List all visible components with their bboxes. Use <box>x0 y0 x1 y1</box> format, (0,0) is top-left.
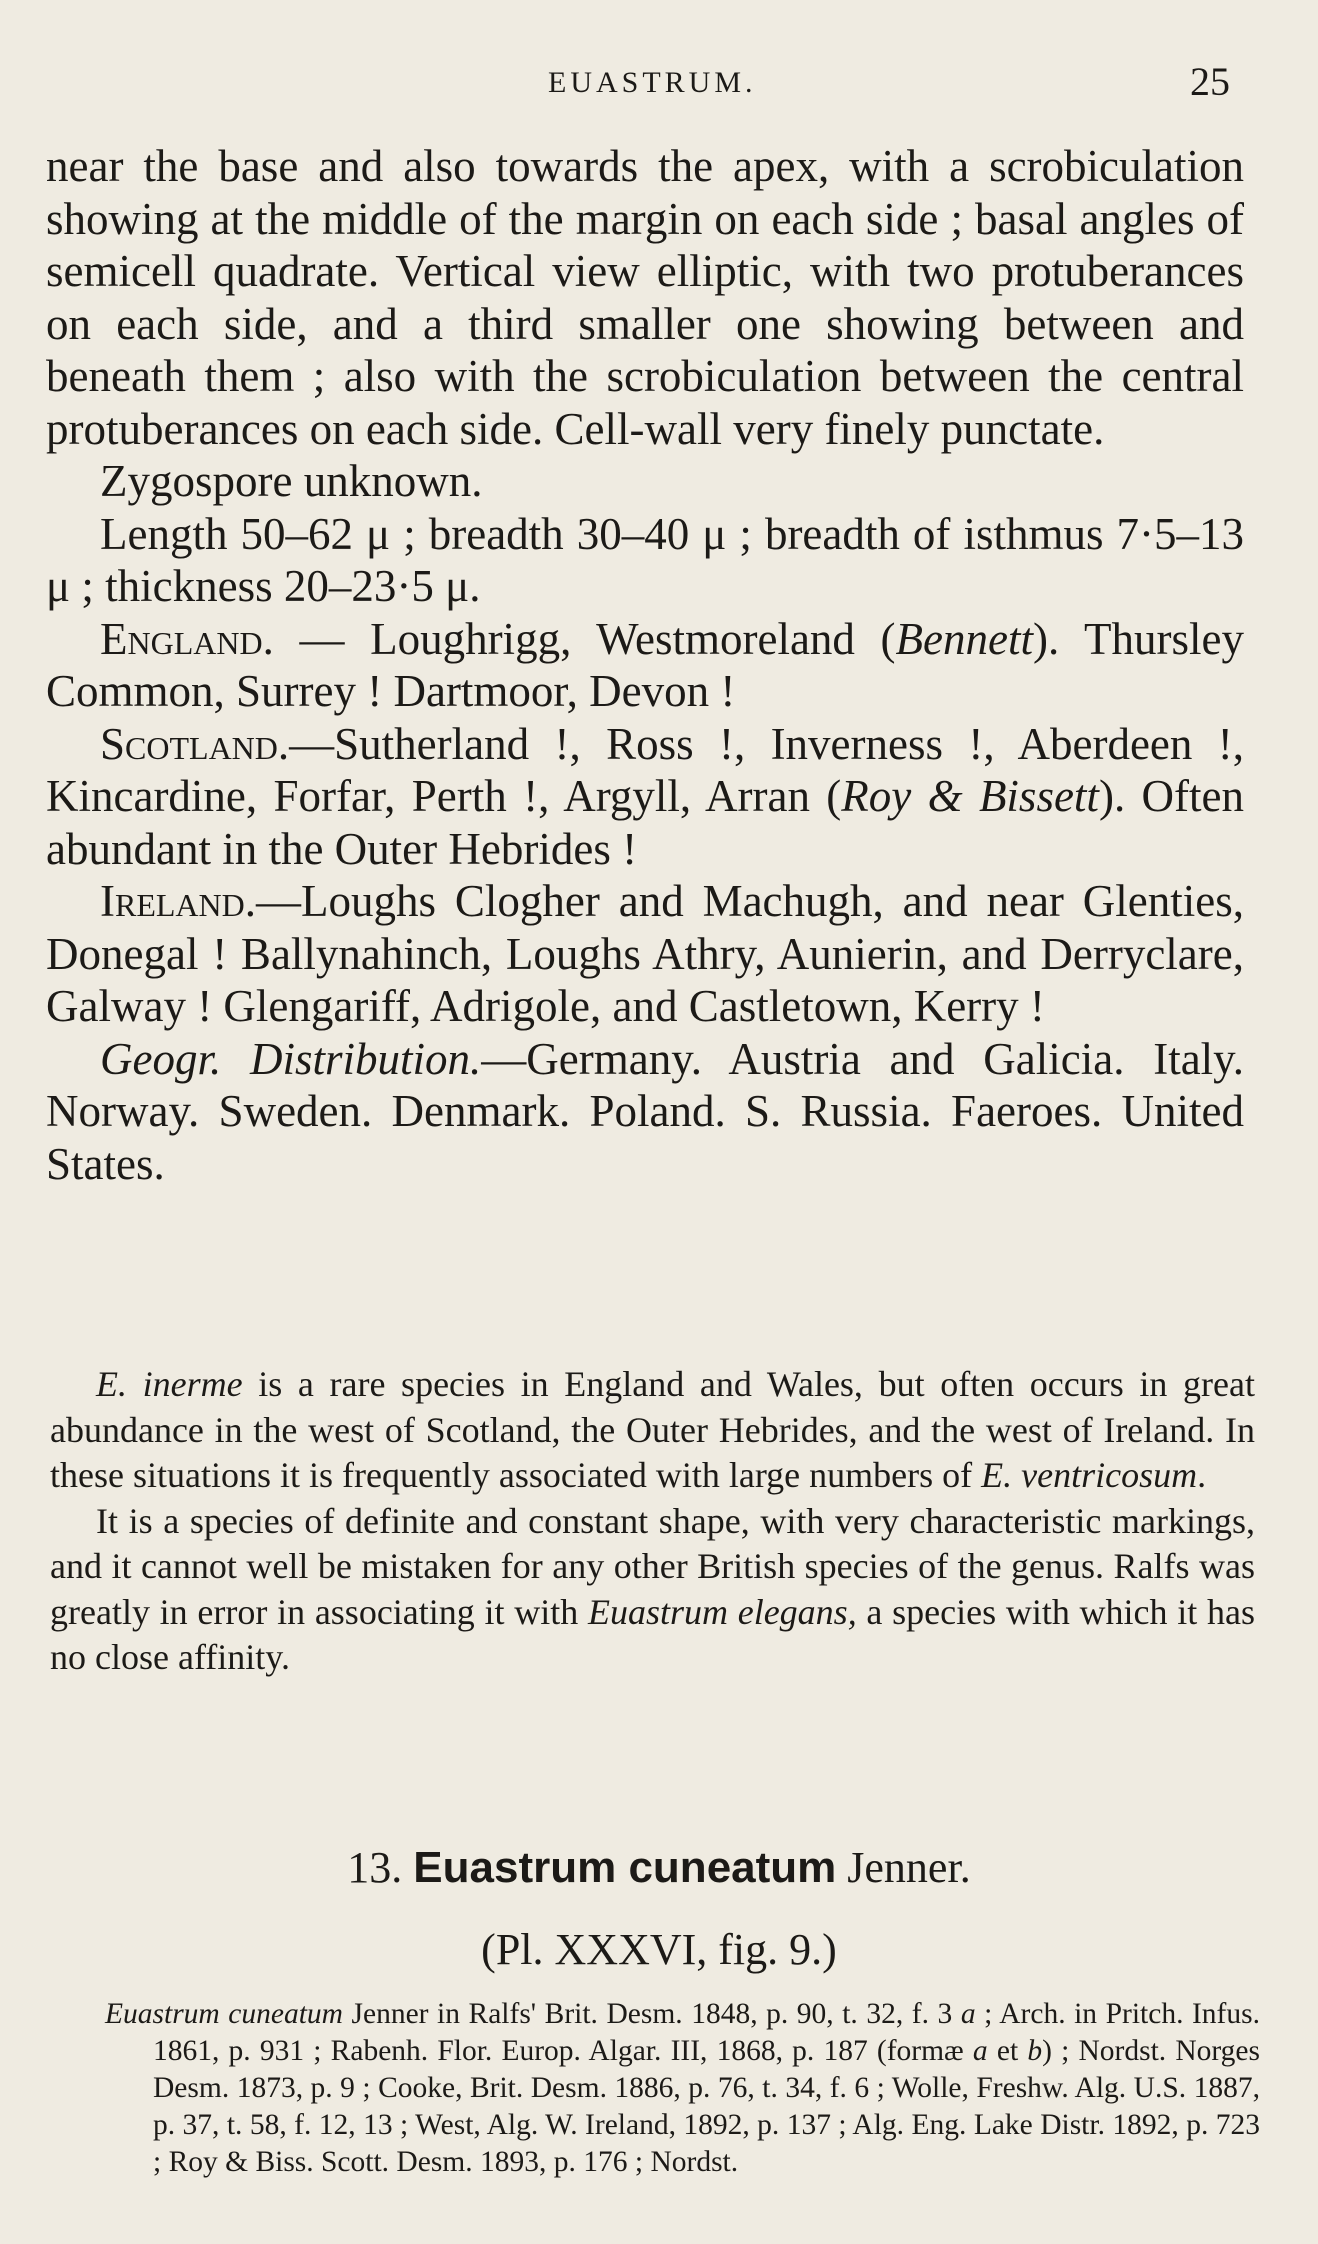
ireland-label: Ireland. <box>100 876 257 926</box>
species-number: 13. <box>347 1843 403 1892</box>
distribution-paragraph <box>46 1033 1244 1191</box>
references-species: Euastrum cuneatum <box>105 1998 343 2030</box>
england-text: — Loughrigg, Westmoreland ( <box>273 613 896 664</box>
measurements-paragraph: Length 50–62 μ ; breadth 30–40 μ ; breadth of isthmus 7·5–13 μ ; thickness 20–23·5 μ. <box>46 508 1244 611</box>
note2-text: It is a species of definite and constant shape, with very characteristic markings, and it cannot well be mistaken for any other British species of the genus. Ralfs was greatly in error in associating it with <box>50 1500 1255 1632</box>
references-forma-b: b <box>1027 2035 1043 2067</box>
references-text: Jenner in Ralfs' Brit. Desm. 1848, p. 90, t. 32, f. 3 <box>342 1998 961 2030</box>
ireland-text: —Loughs Clogher and Machugh, and near Glenties, Donegal ! Ballynahinch, Loughs Athry, Aunierin, and Derryclare, Galway ! Glengariff, Adrigole, and Castletown, Kerry ! <box>46 876 1244 1031</box>
page-number: 25 <box>1190 59 1230 104</box>
scotland-locality <box>46 718 1244 876</box>
running-title: EUASTRUM. <box>548 66 757 99</box>
scotland-authority: Roy & Bissett <box>841 771 1099 821</box>
note-paragraph-2 <box>50 1499 1255 1681</box>
references-forma-a: a <box>972 2035 988 2067</box>
note1-text-2: . <box>1197 1455 1207 1495</box>
species-name: Euastrum cuneatum <box>413 1843 837 1892</box>
zygospore-paragraph: Zygospore unknown. <box>100 456 483 506</box>
distribution-label: Geogr. Distribution. <box>100 1033 482 1084</box>
references-fig-a: a <box>960 1998 976 2030</box>
references-text-3: ) ; Nordst. Norges Desm. 1873, p. 9 ; Cooke, Brit. Desm. 1886, p. 76, t. 34, f. 6 ; Wolle, Freshw. Alg. U.S. 1887, p. 37, t. 58, f. 12, 13 ; West, Alg. W. Ireland, 1892, p. 137 ; Alg. Eng. Lake Distr. 1892, p. 723 ; Roy & Biss. Scott. Desm. 1893, p. 176 ; Nordst. <box>153 2035 1260 2178</box>
scotland-label: Scotland. <box>100 718 290 769</box>
references-paragraph <box>105 1996 1260 2181</box>
references-block <box>105 1996 1260 2181</box>
england-locality <box>46 613 1244 718</box>
note1-species: E. inerme <box>96 1364 243 1404</box>
notes-block <box>50 1362 1255 1681</box>
note1-species-2: E. ventricosum <box>981 1455 1198 1495</box>
england-text-2: ). Thursley Common, Surrey ! Dartmoor, Devon ! <box>46 613 1244 716</box>
species-heading <box>0 1842 1318 1893</box>
plate-reference: (Pl. XXXVI, fig. 9.) <box>481 1925 837 1974</box>
note1-text: is a rare species in England and Wales, but often occurs in great abundance in the west of Scotland, the Outer Hebrides, and the west of Ireland. In these situations it is frequently associated with large numbers of <box>50 1364 1255 1495</box>
description-paragraph: near the base and also towards the apex, with a scrobiculation showing at the middle of the margin on each side ; basal angles of semicell quadrate. Vertical view elliptic, with two protuberances on each side, and a third smaller one showing between and beneath them ; also with the scrobiculation between the central protuberances on each side. Cell-wall very finely punctate. <box>46 141 1244 454</box>
note2-species: Euastrum elegans, <box>587 1591 857 1632</box>
species-author: Jenner. <box>847 1843 971 1892</box>
main-text-block <box>46 140 1244 1190</box>
references-text-2: ; Arch. in Pritch. Infus. 1861, p. 931 ; Rabenh. Flor. Europ. Algar. III, 1868, p. 187 (formæ <box>153 1998 1260 2067</box>
note-paragraph-1 <box>50 1362 1255 1499</box>
references-et: et <box>987 2035 1028 2067</box>
distribution-text: —Germany. Austria and Galicia. Italy. Norway. Sweden. Denmark. Poland. S. Russia. Faeroes. United States. <box>46 1033 1244 1189</box>
ireland-locality <box>46 875 1244 1033</box>
england-authority: Bennett <box>895 613 1033 664</box>
scotland-text-2: ). Often abundant in the Outer Hebrides ! <box>46 771 1244 874</box>
scotland-text: —Sutherland !, Ross !, Inverness !, Aberdeen !, Kincardine, Forfar, Perth !, Argyll, Arran ( <box>46 718 1244 821</box>
note2-text-2: a species with which it has no close affinity. <box>50 1591 1255 1677</box>
england-label: England. <box>100 613 274 664</box>
